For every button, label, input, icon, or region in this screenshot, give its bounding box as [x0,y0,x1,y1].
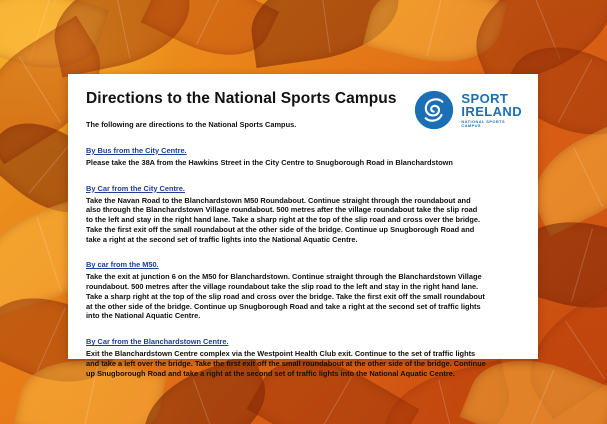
directions-section-blanchardstown-centre [86,331,486,378]
logo-word-ireland: IRELAND [461,104,522,120]
directions-section-car-m50 [86,254,486,321]
section-heading: By Car from the Blanchardstown Centre. [86,337,229,347]
section-body: Take the Navan Road to the Blanchardstown M50 Roundabout. Continue straight through the roundabout and also through the Blanchardstown Village roundabout. 500 metres after the village roundabout take the slip road to the left and stay in the right hand lane. Take a sharp right at the top of the slip road and cross over the bridge. Take the first exit off the small roundabout at the other side of the bridge. Continue up Snugborough Road and take a right at the second set of traffic lights into the National Aquatic Centre. [86,195,481,244]
sport-ireland-logo [414,90,522,130]
section-body: Take the exit at junction 6 on the M50 for Blanchardstown. Continue straight through the Blanchardstown Village roundabout. 500 metres after the village roundabout take the slip road to the left and stay in the right hand lane. Take a sharp right at the top of the slip road and cross over the bridge. Take the first exit off the small roundabout at the other side of the bridge. Continue up Snugborough Road and take a right at the second set of traffic lights into the National Aquatic Centre. [86,272,485,321]
page-title: Directions to the National Sports Campus [86,90,397,107]
section-heading: By Car from the City Centre. [86,183,185,193]
section-heading: By Bus from the City Centre. [86,145,187,155]
logo-word-sport: SPORT [461,91,509,107]
directions-section-bus-city-centre [86,140,486,168]
logo-subtitle-line1: NATIONAL SPORTS [461,119,505,125]
document-card [68,74,538,378]
directions-section-car-city-centre [86,178,486,245]
section-heading: By car from the M50. [86,260,159,270]
spiral-icon [414,90,454,130]
section-body: Exit the Blanchardstown Centre complex via the Westpoint Health Club exit. Continue to the set of traffic lights and take a left over the bridge. Take the first exit off the small roundabout at the other side of the bridge. Continue up Snugborough Road and take a right at the second set of traffic lights into the National Aquatic Centre. [86,349,486,378]
logo-subtitle-line2: CAMPUS [461,123,481,128]
intro-paragraph: The following are directions to the National Sports Campus. [86,119,297,129]
section-body: Please take the 38A from the Hawkins Street in the City Centre to Snugborough Road in Blanchardstown [86,157,453,167]
